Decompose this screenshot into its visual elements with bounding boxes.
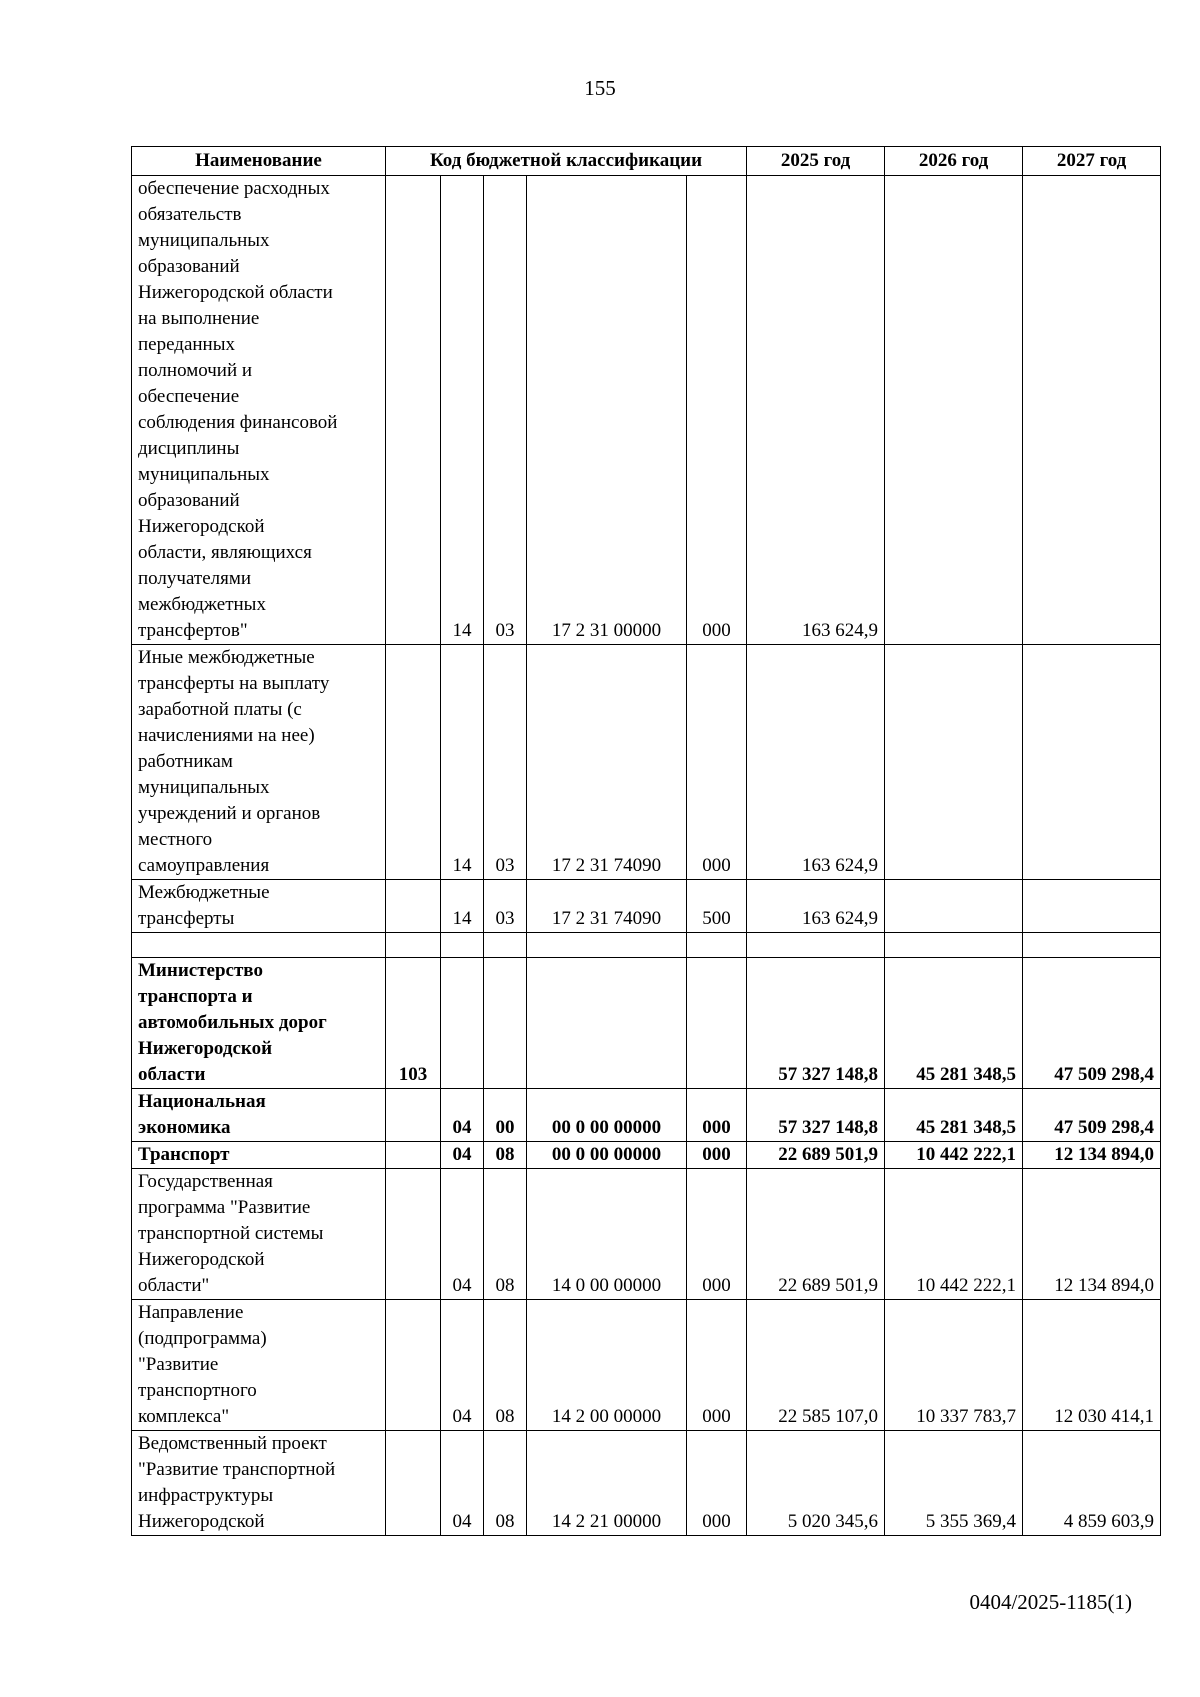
- name-line: области, являющихся: [138, 542, 312, 563]
- cell-2025: 57 327 148,8: [747, 958, 885, 1089]
- cell-ministry-code: [386, 1300, 441, 1431]
- name-line: образований: [138, 256, 240, 277]
- name-line: транспортной системы: [138, 1223, 324, 1244]
- name-line: межбюджетных: [138, 594, 266, 615]
- cell-2025: 57 327 148,8: [747, 1089, 885, 1142]
- table-row: [132, 645, 1161, 880]
- cell-section: 04: [441, 1169, 484, 1300]
- table-row: [132, 958, 1161, 1089]
- cell-2027: 12 134 894,0: [1023, 1169, 1161, 1300]
- cell-ministry-code: [386, 645, 441, 880]
- name-line: области: [138, 1064, 206, 1085]
- name-line: самоуправления: [138, 855, 270, 876]
- name-line: обязательств: [138, 204, 242, 225]
- name-line: трансферты: [138, 908, 235, 929]
- cell-expense-type: 000: [687, 176, 747, 645]
- name-line: Ведомственный проект: [138, 1433, 327, 1454]
- cell-ministry-code: [386, 1169, 441, 1300]
- name-line: муниципальных: [138, 464, 270, 485]
- cell-2027: 47 509 298,4: [1023, 1089, 1161, 1142]
- table-row: [132, 880, 1161, 933]
- name-line: области": [138, 1275, 210, 1296]
- cell-2026: [885, 176, 1023, 645]
- name-line: Межбюджетные: [138, 882, 270, 903]
- name-line: Транспорт: [138, 1144, 230, 1165]
- page-number: 155: [584, 76, 616, 100]
- name-line: соблюдения финансовой: [138, 412, 338, 433]
- table-row: [132, 1300, 1161, 1431]
- cell-expense-type: 500: [687, 880, 747, 933]
- cell-2026: 10 337 783,7: [885, 1300, 1023, 1431]
- name-line: работникам: [138, 751, 233, 772]
- cell-name: [132, 645, 386, 880]
- cell-ministry-code: [386, 880, 441, 933]
- cell-name: [132, 1142, 386, 1169]
- cell-2027: 4 859 603,9: [1023, 1431, 1161, 1536]
- cell-2027: [1023, 645, 1161, 880]
- cell-subsection: 00: [484, 1089, 527, 1142]
- cell-target-article: [527, 958, 687, 1089]
- name-line: комплекса": [138, 1406, 230, 1427]
- cell-expense-type: 000: [687, 645, 747, 880]
- cell-name: [132, 880, 386, 933]
- cell-subsection: 08: [484, 1142, 527, 1169]
- name-line: Иные межбюджетные: [138, 647, 315, 668]
- cell-subsection: 08: [484, 1431, 527, 1536]
- cell-ministry-code: [386, 1142, 441, 1169]
- name-line: Нижегородской области: [138, 282, 333, 303]
- cell-section: 04: [441, 1300, 484, 1431]
- cell-2025: 163 624,9: [747, 645, 885, 880]
- cell-target-article: 00 0 00 00000: [527, 1089, 687, 1142]
- name-line: автомобильных дорог: [138, 1012, 327, 1033]
- cell-target-article: 14 2 00 00000: [527, 1300, 687, 1431]
- cell-2025: 5 020 345,6: [747, 1431, 885, 1536]
- name-line: транспортного: [138, 1380, 257, 1401]
- name-line: обеспечение: [138, 386, 240, 407]
- name-line: (подпрограмма): [138, 1328, 267, 1349]
- cell-subsection: [484, 958, 527, 1089]
- name-line: программа "Развитие: [138, 1197, 311, 1218]
- cell-target-article: 14 0 00 00000: [527, 1169, 687, 1300]
- name-line: Нижегородской: [138, 1038, 273, 1059]
- cell-expense-type: 000: [687, 1142, 747, 1169]
- cell-expense-type: 000: [687, 1431, 747, 1536]
- cell-2026: 10 442 222,1: [885, 1169, 1023, 1300]
- cell-2025: 22 585 107,0: [747, 1300, 885, 1431]
- name-line: обеспечение расходных: [138, 178, 330, 199]
- cell-expense-type: [687, 958, 747, 1089]
- name-line: начислениями на нее): [138, 725, 315, 746]
- name-line: Министерство: [138, 960, 263, 981]
- cell-section: 04: [441, 1142, 484, 1169]
- cell-subsection: 03: [484, 176, 527, 645]
- cell-expense-type: 000: [687, 1300, 747, 1431]
- cell-2025: 22 689 501,9: [747, 1169, 885, 1300]
- name-line: дисциплины: [138, 438, 240, 459]
- cell-target-article: 17 2 31 74090: [527, 645, 687, 880]
- name-line: полномочий и: [138, 360, 253, 381]
- name-line: на выполнение: [138, 308, 260, 329]
- cell-2026: 45 281 348,5: [885, 958, 1023, 1089]
- name-line: инфраструктуры: [138, 1485, 274, 1506]
- cell-2027: [1023, 880, 1161, 933]
- name-line: образований: [138, 490, 240, 511]
- header-code: Код бюджетной классификации: [386, 147, 747, 176]
- name-line: "Развитие: [138, 1354, 219, 1375]
- cell-subsection: 08: [484, 1300, 527, 1431]
- cell-name: [132, 1089, 386, 1142]
- cell-subsection: 03: [484, 645, 527, 880]
- cell-target-article: 17 2 31 00000: [527, 176, 687, 645]
- cell-2026: [885, 645, 1023, 880]
- header-2026: 2026 год: [885, 147, 1023, 176]
- name-line: Нижегородской: [138, 516, 265, 537]
- cell-name: [132, 1431, 386, 1536]
- cell-expense-type: 000: [687, 1169, 747, 1300]
- cell-section: 04: [441, 1431, 484, 1536]
- cell-name: [132, 1169, 386, 1300]
- table-row: [132, 1431, 1161, 1536]
- name-line: муниципальных: [138, 230, 270, 251]
- cell-2025: 163 624,9: [747, 176, 885, 645]
- cell-2025: 22 689 501,9: [747, 1142, 885, 1169]
- cell-ministry-code: [386, 1089, 441, 1142]
- cell-2026: 5 355 369,4: [885, 1431, 1023, 1536]
- table-row: [132, 176, 1161, 645]
- table-row: [132, 1142, 1161, 1169]
- name-line: "Развитие транспортной: [138, 1459, 336, 1480]
- header-2027: 2027 год: [1023, 147, 1161, 176]
- cell-2026: 45 281 348,5: [885, 1089, 1023, 1142]
- cell-ministry-code: 103: [386, 958, 441, 1089]
- cell-subsection: 03: [484, 880, 527, 933]
- table-row: [132, 1089, 1161, 1142]
- cell-section: 14: [441, 645, 484, 880]
- cell-section: 14: [441, 176, 484, 645]
- budget-table: [131, 146, 1161, 1536]
- name-line: получателями: [138, 568, 252, 589]
- empty-row: [132, 933, 1161, 958]
- header-2025: 2025 год: [747, 147, 885, 176]
- cell-2027: 47 509 298,4: [1023, 958, 1161, 1089]
- cell-ministry-code: [386, 176, 441, 645]
- cell-2026: [885, 880, 1023, 933]
- cell-section: 04: [441, 1089, 484, 1142]
- cell-2025: 163 624,9: [747, 880, 885, 933]
- name-line: местного: [138, 829, 213, 850]
- table-body: [132, 176, 1161, 1536]
- name-line: транспорта и: [138, 986, 253, 1007]
- cell-ministry-code: [386, 1431, 441, 1536]
- cell-section: [441, 958, 484, 1089]
- header-row: [132, 147, 1161, 176]
- name-line: заработной платы (с: [138, 699, 302, 720]
- name-line: учреждений и органов: [138, 803, 321, 824]
- name-line: Государственная: [138, 1171, 273, 1192]
- table-row: [132, 1169, 1161, 1300]
- name-line: муниципальных: [138, 777, 270, 798]
- cell-2027: 12 134 894,0: [1023, 1142, 1161, 1169]
- document-code: 0404/2025-1185(1): [969, 1590, 1132, 1614]
- cell-2027: 12 030 414,1: [1023, 1300, 1161, 1431]
- cell-section: 14: [441, 880, 484, 933]
- cell-target-article: 00 0 00 00000: [527, 1142, 687, 1169]
- name-line: трансферты на выплату: [138, 673, 330, 694]
- name-line: Нижегородской: [138, 1249, 265, 1270]
- cell-name: [132, 176, 386, 645]
- header-name: Наименование: [132, 147, 386, 176]
- name-line: Национальная: [138, 1091, 266, 1112]
- name-line: экономика: [138, 1117, 231, 1138]
- cell-expense-type: 000: [687, 1089, 747, 1142]
- cell-target-article: 17 2 31 74090: [527, 880, 687, 933]
- name-line: переданных: [138, 334, 235, 355]
- cell-2027: [1023, 176, 1161, 645]
- cell-name: [132, 958, 386, 1089]
- cell-target-article: 14 2 21 00000: [527, 1431, 687, 1536]
- cell-2026: 10 442 222,1: [885, 1142, 1023, 1169]
- name-line: трансфертов": [138, 620, 248, 641]
- cell-name: [132, 1300, 386, 1431]
- cell-subsection: 08: [484, 1169, 527, 1300]
- name-line: Направление: [138, 1302, 244, 1323]
- name-line: Нижегородской: [138, 1511, 265, 1532]
